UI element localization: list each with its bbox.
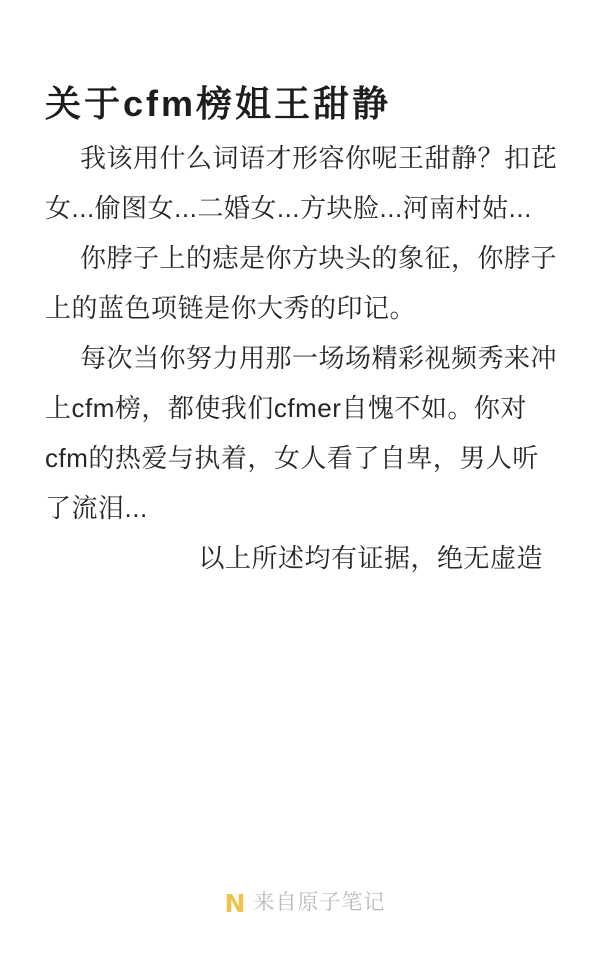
note-line: 每次当你努力用那一场场精彩视频秀来冲 (80, 343, 558, 373)
note-line: 上cfm榜，都使我们cfmer自愧不如。你对 (45, 393, 527, 423)
note-line: 了流泪... (45, 493, 148, 523)
note-line: 上的蓝色项链是你大秀的印记。 (45, 293, 417, 323)
note-body (45, 133, 565, 583)
note-line: 女...偷图女...二婚女...方块脸...河南村姑... (45, 193, 532, 223)
note-line: cfm的热爱与执着，女人看了自卑，男人听 (45, 443, 539, 473)
note-closing-line: 以上所述均有证据，绝无虚造 (198, 543, 543, 573)
note-title: 关于cfm榜姐王甜静 (45, 83, 392, 125)
atom-notes-logo-icon: N (224, 888, 246, 918)
footer-source-label: 来自原子笔记 (253, 891, 386, 914)
note-line: 我该用什么词语才形容你呢王甜静？扣芘 (80, 143, 558, 173)
note-line: 你脖子上的痣是你方块头的象征，你脖子 (80, 243, 558, 273)
footer (0, 888, 610, 918)
